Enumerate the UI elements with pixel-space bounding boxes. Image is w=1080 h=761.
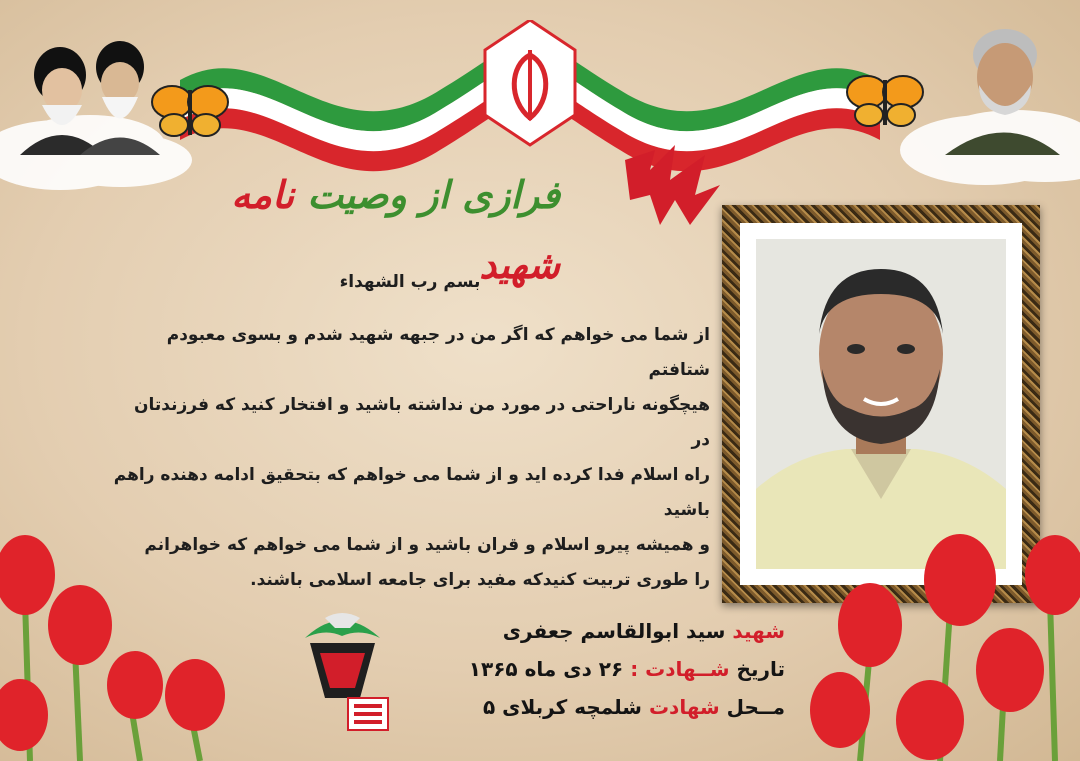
martyr-date-label-a: تاریخ bbox=[736, 657, 785, 681]
will-line-4: و همیشه پیرو اسلام و قران باشید و از شما می خواهم که خواهرانم bbox=[144, 535, 710, 555]
martyr-name: سید ابوالقاسم جعفری bbox=[502, 619, 726, 643]
tulips-right-decoration-icon bbox=[800, 520, 1080, 761]
portrait-commander-image bbox=[945, 15, 1060, 155]
title-part-1: فرازی bbox=[462, 172, 560, 217]
title-part-3: نامه شهید bbox=[231, 172, 560, 287]
martyr-place-label-a: مــحل bbox=[726, 695, 785, 719]
title-part-2: از وصیت bbox=[307, 172, 449, 217]
martyr-name-row bbox=[420, 612, 785, 650]
butterfly-icon bbox=[845, 70, 925, 130]
martyr-date-label-b: شــهادت : bbox=[630, 657, 730, 681]
portrait-leaders-image bbox=[20, 25, 160, 155]
martyr-name-label: شهید bbox=[732, 619, 785, 643]
martyr-place: شلمچه کربلای ۵ bbox=[482, 695, 642, 719]
will-opening: بسم رب الشهداء bbox=[339, 272, 481, 292]
will-line-5: را طوری تربیت کنیدکه مفید برای جامعه اسلامی باشند. bbox=[250, 570, 710, 590]
will-line-1: از شما می خواهم که اگر من در جبهه شهید شدم و بسوی معبودم شتافتم bbox=[166, 325, 710, 380]
calligraphy-decoration-icon bbox=[615, 140, 725, 230]
butterfly-icon bbox=[150, 80, 230, 140]
foundation-logo-icon bbox=[290, 598, 395, 738]
flag-ribbon-icon bbox=[180, 20, 880, 180]
iran-emblem-icon bbox=[485, 20, 575, 145]
will-line-2: هیچگونه ناراحتی در مورد من نداشته باشید و افتخار کنید که فرزندتان در bbox=[134, 395, 710, 450]
will-line-3: راه اسلام فدا کرده اید و از شما می خواهم که بتحقیق ادامه دهنده راهم باشید bbox=[113, 465, 710, 520]
martyr-place-row bbox=[420, 688, 785, 726]
martyr-date: ۲۶ دی ماه ۱۳۶۵ bbox=[468, 657, 624, 681]
martyr-date-row bbox=[420, 650, 785, 688]
martyr-info bbox=[420, 612, 785, 726]
tulips-left-decoration-icon bbox=[0, 510, 230, 761]
martyr-place-label-b: شهادت bbox=[648, 695, 720, 719]
